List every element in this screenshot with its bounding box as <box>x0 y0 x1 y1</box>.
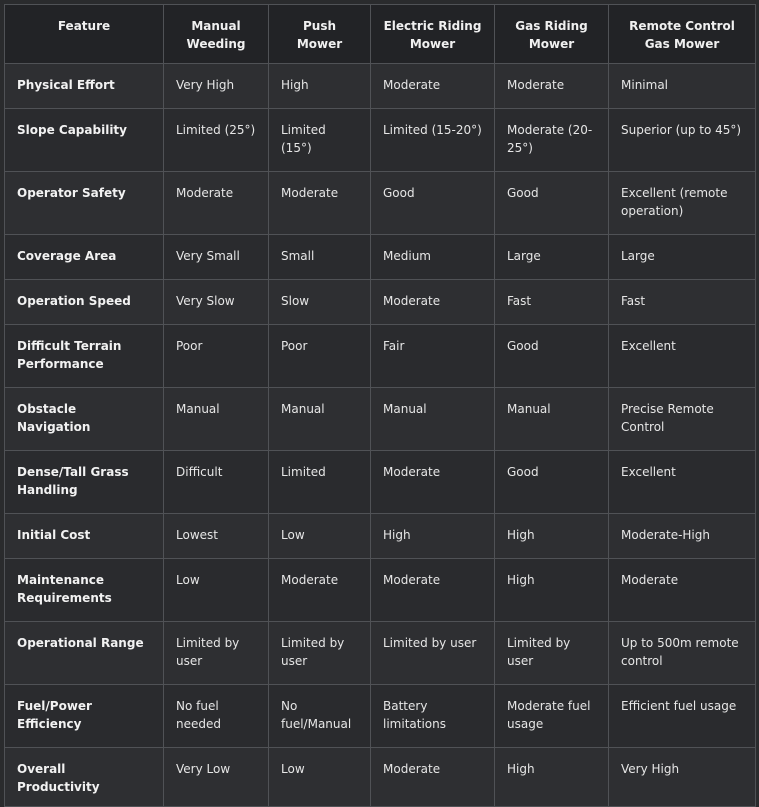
table-cell: High <box>495 514 609 559</box>
table-row <box>5 685 756 748</box>
table-header <box>5 5 756 64</box>
table-row <box>5 451 756 514</box>
table-cell: Moderate <box>371 559 495 622</box>
table-row <box>5 388 756 451</box>
table-cell: Efficient fuel usage <box>609 685 756 748</box>
table-cell: Moderate <box>371 64 495 109</box>
header-cell-gas-riding-mower: Gas Riding Mower <box>495 5 609 64</box>
table-cell: Moderate <box>269 172 371 235</box>
feature-cell: Slope Capability <box>5 109 164 172</box>
table-cell: Moderate fuel usage <box>495 685 609 748</box>
table-cell: Large <box>495 235 609 280</box>
table-cell: Difficult <box>164 451 269 514</box>
table-cell: Limited by user <box>371 622 495 685</box>
table-cell: Large <box>609 235 756 280</box>
table-cell: Superior (up to 45°) <box>609 109 756 172</box>
table-cell: Very Low <box>164 748 269 807</box>
table-cell: Limited (25°) <box>164 109 269 172</box>
table-cell: Limited by user <box>164 622 269 685</box>
table-cell: Lowest <box>164 514 269 559</box>
header-cell-feature: Feature <box>5 5 164 64</box>
table-row <box>5 109 756 172</box>
table-row <box>5 514 756 559</box>
table-row <box>5 622 756 685</box>
table-cell: Moderate <box>371 280 495 325</box>
table-cell: Good <box>495 325 609 388</box>
table-cell: Battery limitations <box>371 685 495 748</box>
table-cell: Very Slow <box>164 280 269 325</box>
table-cell: No fuel/Manual <box>269 685 371 748</box>
table-row <box>5 325 756 388</box>
feature-cell: Maintenance Requirements <box>5 559 164 622</box>
table-cell: Very High <box>609 748 756 807</box>
table-cell: Moderate <box>371 748 495 807</box>
table-cell: Excellent <box>609 325 756 388</box>
feature-cell: Fuel/Power Efficiency <box>5 685 164 748</box>
feature-cell: Operator Safety <box>5 172 164 235</box>
table-row <box>5 280 756 325</box>
table-cell: Good <box>495 451 609 514</box>
table-cell: Moderate <box>609 559 756 622</box>
feature-cell: Physical Effort <box>5 64 164 109</box>
table-cell: Moderate <box>495 64 609 109</box>
feature-cell: Initial Cost <box>5 514 164 559</box>
feature-cell: Coverage Area <box>5 235 164 280</box>
table-cell: Moderate <box>164 172 269 235</box>
table-cell: Limited <box>269 451 371 514</box>
table-cell: Limited (15-20°) <box>371 109 495 172</box>
table-cell: Limited by user <box>495 622 609 685</box>
table-row <box>5 172 756 235</box>
header-cell-electric-riding-mower: Electric Riding Mower <box>371 5 495 64</box>
table-cell: Manual <box>164 388 269 451</box>
table-cell: Manual <box>371 388 495 451</box>
table-cell: Moderate <box>371 451 495 514</box>
table-cell: Fair <box>371 325 495 388</box>
table-cell: High <box>495 748 609 807</box>
table-cell: Poor <box>164 325 269 388</box>
table-cell: High <box>269 64 371 109</box>
table-cell: Excellent <box>609 451 756 514</box>
header-cell-push-mower: Push Mower <box>269 5 371 64</box>
table-cell: Fast <box>495 280 609 325</box>
table-row <box>5 748 756 807</box>
feature-cell: Overall Productivity <box>5 748 164 807</box>
feature-cell: Operational Range <box>5 622 164 685</box>
comparison-table <box>4 4 756 807</box>
table-cell: Low <box>164 559 269 622</box>
table-cell: Limited by user <box>269 622 371 685</box>
table-cell: Good <box>495 172 609 235</box>
table-cell: Low <box>269 748 371 807</box>
table-cell: Up to 500m remote control <box>609 622 756 685</box>
table-cell: Limited (15°) <box>269 109 371 172</box>
header-row <box>5 5 756 64</box>
table-cell: High <box>495 559 609 622</box>
table-cell: Low <box>269 514 371 559</box>
table-cell: Small <box>269 235 371 280</box>
table-cell: Slow <box>269 280 371 325</box>
table-cell: Moderate (20-25°) <box>495 109 609 172</box>
table-cell: Very Small <box>164 235 269 280</box>
table-cell: Manual <box>495 388 609 451</box>
table-cell: Poor <box>269 325 371 388</box>
feature-cell: Difficult Terrain Performance <box>5 325 164 388</box>
table-body <box>5 64 756 807</box>
feature-cell: Dense/Tall Grass Handling <box>5 451 164 514</box>
table-cell: Precise Remote Control <box>609 388 756 451</box>
table-cell: Excellent (remote operation) <box>609 172 756 235</box>
table-cell: Good <box>371 172 495 235</box>
table-cell: Manual <box>269 388 371 451</box>
table-row <box>5 64 756 109</box>
feature-cell: Obstacle Navigation <box>5 388 164 451</box>
table-cell: Minimal <box>609 64 756 109</box>
table-cell: No fuel needed <box>164 685 269 748</box>
feature-cell: Operation Speed <box>5 280 164 325</box>
table-cell: Medium <box>371 235 495 280</box>
table-cell: Very High <box>164 64 269 109</box>
table-cell: Moderate <box>269 559 371 622</box>
table-row <box>5 235 756 280</box>
table-cell: Fast <box>609 280 756 325</box>
header-cell-remote-control-gas-mower: Remote Control Gas Mower <box>609 5 756 64</box>
header-cell-manual-weeding: Manual Weeding <box>164 5 269 64</box>
table-cell: Moderate-High <box>609 514 756 559</box>
table-row <box>5 559 756 622</box>
table-cell: High <box>371 514 495 559</box>
